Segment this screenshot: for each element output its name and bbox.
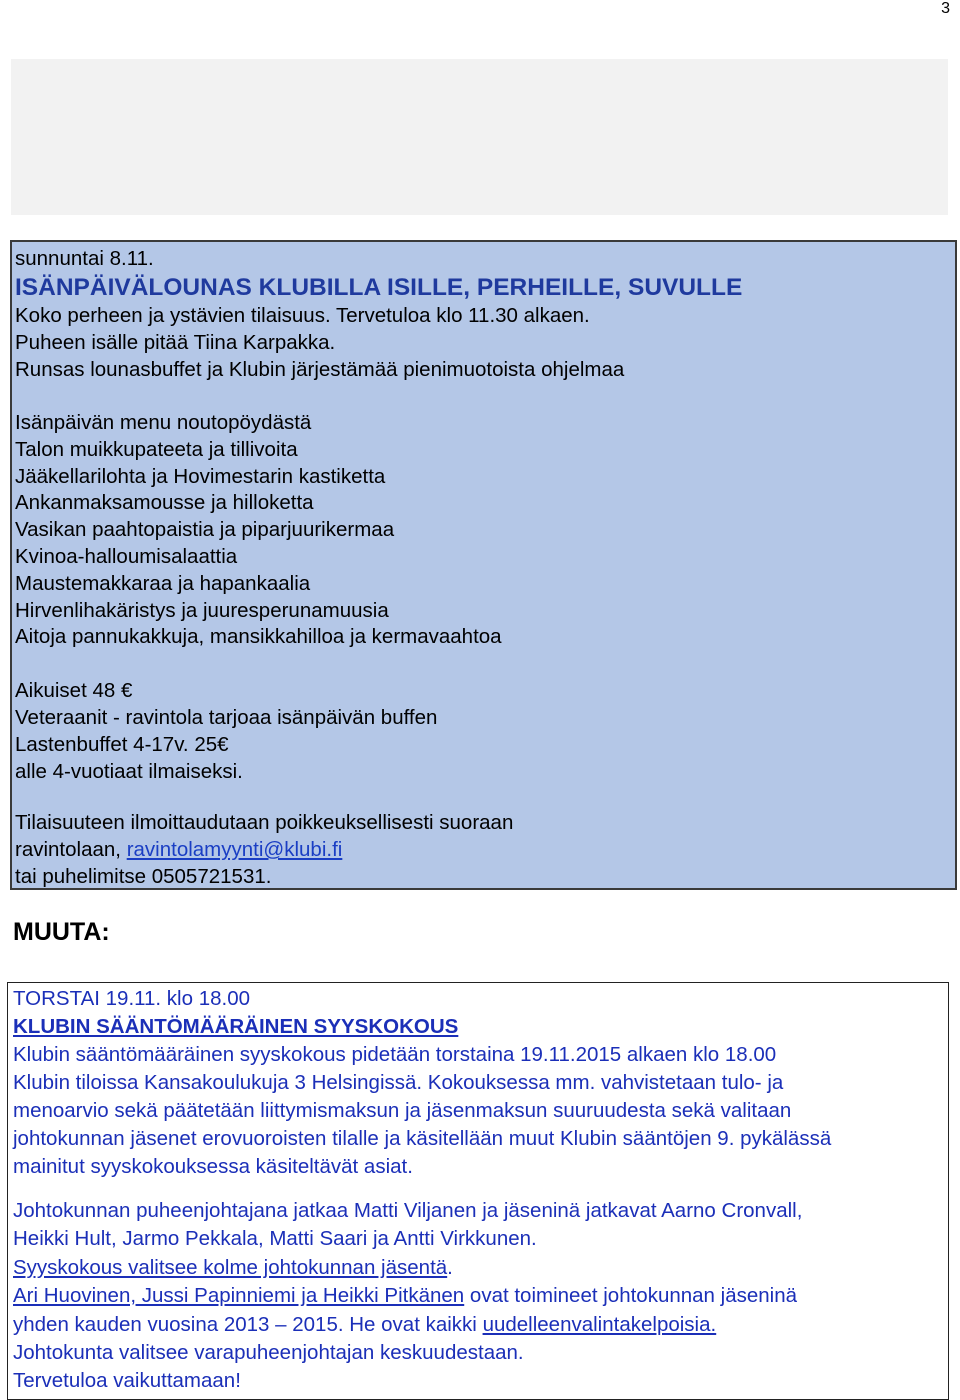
- text-segment: yhden kauden vuosina 2013 – 2015. He ovat kaikki: [13, 1313, 483, 1336]
- intro-line: Runsas lounasbuffet ja Klubin järjestämää pienimuotoista ohjelmaa: [15, 358, 625, 381]
- meeting-date: TORSTAI 19.11. klo 18.00: [13, 987, 251, 1010]
- text-segment: ovat toimineet johtokunnan jäseninä: [464, 1284, 798, 1307]
- underlined-text: Ari Huovinen, Jussi Papinniemi ja Heikki Pitkänen: [13, 1284, 465, 1307]
- board-paragraph-line: [13, 1312, 716, 1338]
- text-segment: .: [447, 1256, 453, 1279]
- intro-line: Koko perheen ja ystävien tilaisuus. Tervetuloa klo 11.30 alkaen.: [15, 304, 590, 327]
- section-heading-muuta: MUUTA:: [13, 918, 110, 946]
- menu-item: Hirvenlihakäristys ja juuresperunamuusia: [15, 599, 389, 622]
- menu-item: Jääkellarilohta ja Hovimestarin kastiketta: [15, 465, 386, 488]
- fathers-day-event-box: [10, 240, 957, 890]
- signup-line: tai puhelimitse 0505721531.: [15, 865, 272, 888]
- menu-heading: Isänpäivän menu noutopöydästä: [15, 411, 312, 434]
- menu-item: Kvinoa-halloumisalaattia: [15, 545, 238, 568]
- menu-item: Ankanmaksamousse ja hilloketta: [15, 491, 314, 514]
- menu-item: Talon muikkupateeta ja tillivoita: [15, 438, 298, 461]
- price-line: Aikuiset 48 €: [15, 679, 133, 702]
- menu-item: Aitoja pannukakkuja, mansikkahilloa ja kermavaahtoa: [15, 625, 502, 648]
- meeting-paragraph-line: johtokunnan jäsenet erovuoroisten tilalle ja käsitellään muut Klubin sääntöjen 9. pykälässä: [13, 1127, 832, 1150]
- board-paragraph-line: Johtokunta valitsee varapuheenjohtajan keskuudestaan.: [13, 1341, 524, 1364]
- board-paragraph-line: Johtokunnan puheenjohtajana jatkaa Matti Viljanen ja jäseninä jatkavat Aarno Cronvall,: [13, 1199, 803, 1222]
- signup-line: Tilaisuuteen ilmoittaudutaan poikkeuksellisesti suoraan: [15, 811, 514, 834]
- price-line: alle 4-vuotiaat ilmaiseksi.: [15, 760, 243, 783]
- email-link[interactable]: ravintolamyynti@klubi.fi: [126, 838, 343, 861]
- board-paragraph-line: [13, 1255, 453, 1281]
- menu-item: Maustemakkaraa ja hapankaalia: [15, 572, 311, 595]
- autumn-meeting-box: [7, 982, 949, 1400]
- event-title: ISÄNPÄIVÄLOUNAS KLUBILLA ISILLE, PERHEILLE, SUVULLE: [15, 274, 743, 301]
- price-line: Lastenbuffet 4-17v. 25€: [15, 733, 229, 756]
- price-line: Veteraanit - ravintola tarjoaa isänpäivän buffen: [15, 706, 438, 729]
- meeting-paragraph-line: Klubin sääntömääräinen syyskokous pidetään torstaina 19.11.2015 alkaen klo 18.00: [13, 1043, 777, 1066]
- menu-item: Vasikan paahtopaistia ja piparjuurikermaa: [15, 518, 395, 541]
- meeting-paragraph-line: Klubin tiloissa Kansakoulukuja 3 Helsingissä. Kokouksessa mm. vahvistetaan tulo- ja: [13, 1071, 784, 1094]
- intro-line: Puheen isälle pitää Tiina Karpakka.: [15, 331, 336, 354]
- underlined-text: Syyskokous valitsee kolme johtokunnan jäsentä: [13, 1256, 448, 1279]
- page-number: 3: [941, 0, 950, 17]
- meeting-paragraph-line: mainitut syyskokouksessa käsiteltävät asiat.: [13, 1155, 413, 1178]
- signup-prefix: ravintolaan,: [15, 838, 127, 861]
- board-paragraph-line: [13, 1283, 797, 1309]
- meeting-title: KLUBIN SÄÄNTÖMÄÄRÄINEN SYYSKOKOUS: [13, 1015, 459, 1038]
- closing-line: Tervetuloa vaikuttamaan!: [13, 1369, 241, 1392]
- board-paragraph-line: Heikki Hult, Jarmo Pekkala, Matti Saari ja Antti Virkkunen.: [13, 1227, 537, 1250]
- underlined-text: uudelleenvalintakelpoisia.: [482, 1313, 717, 1336]
- event-date: sunnuntai 8.11.: [15, 247, 154, 270]
- meeting-paragraph-line: menoarvio sekä päätetään liittymismaksun ja jäsenmaksun suuruudesta sekä valitaan: [13, 1099, 792, 1122]
- grey-placeholder-box: [11, 59, 948, 215]
- signup-line: [15, 837, 342, 863]
